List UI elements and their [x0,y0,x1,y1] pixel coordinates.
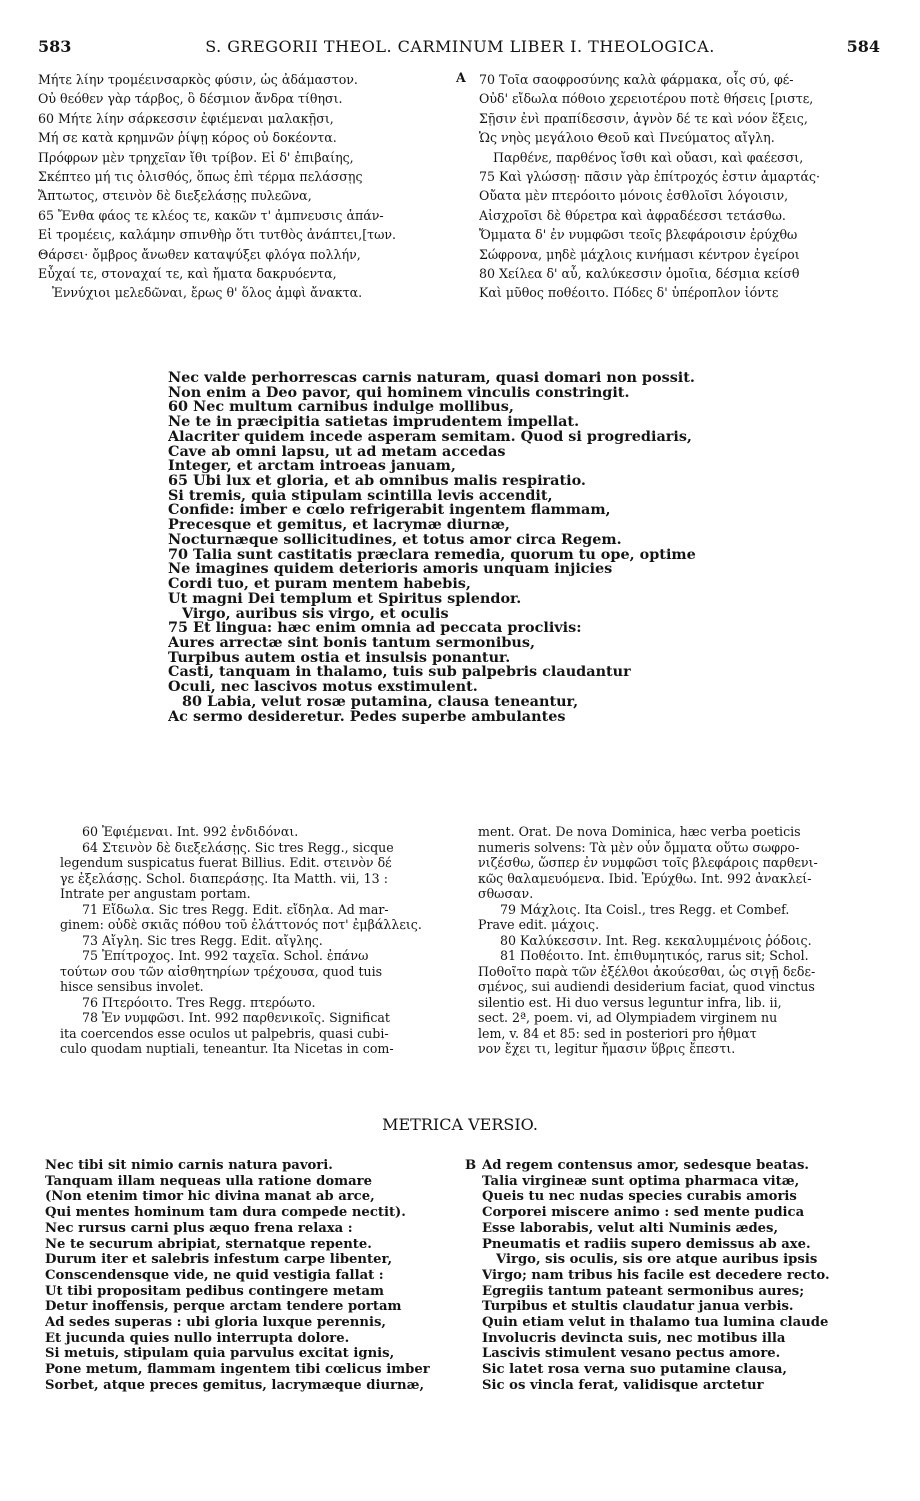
greek-verse-line: Καὶ μῦθος ποθέοιτο. Πόδες δ' ὑπέροπλον ἰόντε [479,285,779,301]
metrica-verse-line: Turpibus et stultis claudatur janua verbis. [482,1299,794,1315]
note-line: silentio est. Hi duo versus leguntur infra, lib. ii, [478,994,782,1010]
latin-verse-line: Integer, et arctam introeas januam, [168,459,456,475]
greek-verse-line: Σώφρονα, μηδὲ μάχλοις κινήμασι κέντρον ἐγείροι [479,246,800,262]
metrica-verse-line: Queis tu nec nudas species curabis amoris [482,1189,797,1205]
latin-translation [168,371,758,724]
metrica-verse-line: Si metuis, stipulam quia parvulus excitat ignis, [45,1346,395,1362]
metrica-right-column [482,1158,902,1394]
greek-verse-line: Ὄμματα δ' ἐν νυμφῶσι τεοῖς βλεφάροισιν ἐρύχθω [479,227,798,243]
greek-verse-line: 75 Καὶ γλώσσῃ· πᾶσιν γὰρ ἐπίτροχός ἐστιν ἁμαρτάς· [479,169,821,185]
latin-verse-line: 75 Et lingua: hæc enim omnia ad peccata proclivis: [168,621,582,636]
note-line: τούτων σου τῶν αἰσθητηρίων τρέχουσα, quod tuis [60,963,383,979]
note-line: κῶς θαλαμευόμενα. Ibid. Ἐρύχθω. Int. 992 ἀνακλεί- [478,870,812,886]
latin-verse-line: 80 Labia, velut rosæ putamina, clausa teneantur, [182,694,579,710]
latin-verse-line: Virgo, auribus sis virgo, et oculis [182,606,449,622]
greek-verse-line: Πρόφρων μὲν τρηχεῖαν ἴθι τρίβον. Εἰ δ' ἐπιβαίης, [38,149,354,165]
column-marker-a: A [456,70,466,85]
note-line: 60 Ἐφιέμεναι. Int. 992 ἐνδιδόναι. [82,824,299,839]
greek-verse-line: Εὖχαί τε, στοναχαί τε, καὶ ἤματα δακρυόεντα, [38,266,337,282]
note-line: ita coercendos esse oculos ut palpebris, quasi cubi- [60,1025,389,1041]
greek-verse-line: Οὔατα μὲν πτερόοιτο μόνοις ἐσθλοῖσι λόγοισιν, [479,188,789,204]
note-line: ginem: οὐδὲ σκιᾶς πόθου τοῦ ἐλάττονός ποτ' ἐμβάλλεις. [60,917,422,932]
metrica-verse-line: (Non etenim timor hic divina manat ab arce, [45,1189,375,1205]
metrica-verse-line: Ut tibi propositam pedibus contingere metam [45,1283,384,1299]
latin-verse-line: Confide: imber e cœlo refrigerabit ingentem flammam, [168,503,611,519]
greek-verse-line: Θάρσει· ὄμβρος ἄνωθεν καταψύξει φλόγα πολλήν, [38,246,361,262]
metrica-verse-line: Et jucunda quies nullo interrupta dolore. [45,1330,350,1346]
note-line: 73 Αἴγλη. Sic tres Regg. Edit. αἴγλης. [82,932,323,948]
note-line: 71 Εἴδωλα. Sic tres Regg. Edit. εἴδηλα. Ad mar- [82,901,389,917]
metrica-verse-line: Ad sedes superas : ubi gloria luxque perennis, [45,1315,387,1331]
greek-verse-line: Ἄπτωτος, στεινὸν δὲ διεξελάσῃς πυλεῶνα, [38,188,312,204]
metrica-verse-line: Pneumatis et radiis supero demissus ab axe. [482,1236,811,1252]
latin-verse-line: Cave ab omni lapsu, ut ad metam accedas [168,444,506,460]
latin-verse-line: Ut magni Dei templum et Spiritus splendor. [168,591,522,607]
note-line: 64 Στεινὸν δὲ διεξελάσῃς. Sic tres Regg., sicque [82,839,394,855]
latin-verse-line: Aures arrectæ sint bonis tantum sermonibus, [168,635,535,651]
notes-right-column [478,824,893,1057]
metrica-verse-line: Sic latet rosa verna suo putamine clausa, [482,1362,788,1378]
greek-verse-line: Ὡς νηὸς μεγάλοιο Θεοῦ καὶ Πνεύματος αἴγλη. [479,130,775,146]
left-page-number: 583 [38,37,72,56]
latin-verse-line: Turpibus autem ostia et insulsis ponantur. [168,650,511,666]
greek-text-right-column [479,70,889,303]
note-line: 79 Μάχλοις. Ita Coisl., tres Regg. et Combef. [500,901,790,917]
greek-verse-line: 70 Τοῖα σαοφροσύνης καλὰ φάρμακα, οἷς σύ, φέ- [479,72,794,87]
greek-verse-line: Αἰσχροῖσι δὲ θύρετρα καὶ ἀφραδέεσσι τετάσθω. [479,207,786,223]
latin-verse-line: 65 Ubi lux et gloria, et ab omnibus malis respiratio. [168,474,586,489]
note-line: νον ἔχει τι, legitur ἤμασιν ὕβρις ἔπεστι. [478,1041,736,1056]
note-line: 75 Ἐπίτροχος. Int. 992 ταχεῖα. Schol. ἐπάνω [82,948,369,963]
greek-verse-line: Μήτε λίην τρομέεινσαρκὸς φύσιν, ὡς ἀδάμαστον. [38,72,358,87]
greek-verse-line: Σκέπτεο μή τις ὀλισθός, ὅπως ἐπὶ τέρμα πελάσσῃς [38,169,363,185]
note-line: hisce sensibus involet. [60,979,204,994]
note-line: Prave edit. μάχοις. [478,917,600,932]
note-line: 80 Καλύκεσσιν. Int. Reg. κεκαλυμμένοις ῥόδοις. [500,932,812,948]
metrica-verse-line: Egregiis tantum pateant sermonibus aures; [482,1283,805,1299]
note-line: Ποθοῖτο παρὰ τῶν ἐξέλθοι ἀκούεσθαι, ὡς σιγῇ δεδε- [478,963,816,979]
metrica-verse-line: Durum iter et salebris infestum carpe libenter, [45,1252,393,1268]
metrica-versio-heading: METRICA VERSIO. [382,1115,538,1134]
latin-verse-line: 60 Nec multum carnibus indulge mollibus, [168,400,514,416]
metrica-verse-line: Nec tibi sit nimio carnis natura pavori. [45,1158,333,1173]
note-line: γε ἐξελάσῃς. Schol. διαπεράσῃς. Ita Matth. vii, 13 : [60,870,388,886]
metrica-verse-line: Detur inoffensis, perque arctam tendere portam [45,1299,402,1315]
metrica-verse-line: Virgo, sis oculis, sis ore atque auribus ipsis [496,1252,818,1268]
column-marker-b: B [465,1158,477,1173]
greek-verse-line: Παρθένε, παρθένος ἴσθι καὶ οὔασι, καὶ φαέεσσι, [493,149,804,165]
latin-verse-line: Ne imagines quidem deterioris amoris unquam injicies [168,562,613,578]
metrica-verse-line: Talia virgineæ sunt optima pharmaca vitæ, [482,1173,800,1189]
latin-verse-line: 70 Talia sunt castitatis præclara remedia, quorum tu ope, optime [168,547,696,563]
latin-verse-line: Cordi tuo, et puram mentem habebis, [168,577,471,592]
note-line: Intrate per angustam portam. [60,886,251,901]
greek-verse-line: Ἐννύχιοι μελεδῶναι, ἔρως θ' ὅλος ἀμφὶ ἄνακτα. [52,285,363,301]
greek-text-left-column [38,70,454,303]
note-line: σθωσαν. [478,886,534,901]
greek-verse-line: Εἰ τρομέεις, καλάμην σπινθὴρ ὅτι τυτθὸς ἀνάπτει,[των. [38,227,397,243]
greek-verse-line: 60 Μήτε λίην σάρκεσσιν ἐφιέμεναι μαλακῇσι, [38,110,334,126]
greek-verse-line: Οὐδ' εἴδωλα πόθοιο χερειοτέρου ποτὲ θήσεις [ριστε, [479,91,814,107]
note-line: legendum suspicatus fuerat Billius. Edit. στεινὸν δέ [60,855,392,870]
latin-verse-line: Precesque et gemitus, et lacrymæ diurnæ, [168,518,510,533]
metrica-verse-line: Qui mentes hominum tam dura compede nectit). [45,1205,406,1221]
latin-verse-line: Si tremis, quia stipulam scintilla levis accendit, [168,488,553,504]
metrica-verse-line: Sorbet, atque preces gemitus, lacrymæque diurnæ, [45,1377,425,1393]
metrica-left-column [45,1158,455,1394]
note-line: numeris solvens: Τὰ μὲν οὖν ὄμματα οὕτω σωφρο- [478,839,800,855]
greek-verse-line: Μή σε κατὰ κρημνῶν ῥίψῃ κόρος οὐ δοκέοντα. [38,130,337,146]
metrica-verse-line: Nec rursus carni plus æquo frena relaxa : [45,1220,353,1236]
metrica-verse-line: Conscendensque vide, ne quid vestigia fallat : [45,1267,384,1283]
latin-verse-line: Casti, tanquam in thalamo, tuis sub palpebris claudantur [168,665,631,681]
metrica-verse-line: Ne te securum abripiat, sternatque repente. [45,1236,372,1252]
notes-left-column [60,824,460,1057]
metrica-verse-line: Sic os vincla ferat, validisque arctetur [482,1377,764,1393]
metrica-verse-line: Ad regem contensus amor, sedesque beatas. [482,1158,809,1173]
note-line: sect. 2ª, poem. vi, ad Olympiadem virginem nu [478,1010,778,1025]
note-line: 81 Ποθέοιτο. Int. ἐπιθυμητικός, rarus sit; Schol. [500,948,809,963]
metrica-verse-line: Tanquam illam nequeas ulla ratione domare [45,1173,372,1189]
latin-verse-line: Ac sermo desideretur. Pedes superbe ambulantes [168,709,566,725]
running-title: S. GREGORII THEOL. CARMINUM LIBER I. THEOLOGICA. [205,37,715,56]
note-line: σμένος, sui audiendi desiderium faciat, quod vinctus [478,979,815,994]
metrica-verse-line: Esse laborabis, velut alti Numinis ædes, [482,1220,779,1236]
metrica-verse-line: Involucris devincta suis, nec motibus illa [482,1330,786,1346]
latin-verse-line: Oculi, nec lascivos motus exstimulent. [168,680,478,695]
right-page-number: 584 [846,37,880,56]
greek-verse-line: 80 Χείλεα δ' αὖ, καλύκεσσιν ὁμοῖια, δέσμια κείσθ [479,266,800,282]
greek-verse-line: Σῇσιν ἐνὶ πραπίδεσσιν, ἁγνὸν δέ τε καὶ νόον ἕξεις, [479,110,808,126]
metrica-verse-line: Pone metum, flammam ingentem tibi cœlicus imber [45,1362,430,1378]
metrica-verse-line: Lascivis stimulent vesano pectus amore. [482,1346,781,1362]
latin-verse-line: Nocturnæque sollicitudines, et totus amor circa Regem. [168,532,622,548]
metrica-verse-line: Corporei miscere animo : sed mente pudica [482,1205,805,1221]
note-line: culo quodam nuptiali, teneantur. Ita Nicetas in com- [60,1041,394,1056]
note-line: νιζέσθω, ὥσπερ ἐν νυμφῶσι τοῖς βλεφάροις παρθενι- [478,855,818,870]
note-line: 76 Πτερόοιτο. Tres Regg. πτερόωτο. [82,994,316,1010]
latin-verse-line: Ne te in præcipitia satietas imprudentem impellat. [168,415,580,430]
greek-verse-line: Οὐ θεόθεν γὰρ τάρβος, ὃ δέσμιον ἄνδρα τίθησι. [38,91,343,107]
metrica-verse-line: Quin etiam velut in thalamo tua lumina claude [482,1315,829,1331]
greek-verse-line: 65 Ἔνθα φάος τε κλέος τε, κακῶν τ' ἀμπνευσις ἁπάν- [38,207,384,223]
latin-verse-line: Nec valde perhorrescas carnis naturam, quasi domari non possit. [168,371,695,386]
latin-verse-line: Alacriter quidem incede asperam semitam. Quod si progrediaris, [168,429,692,445]
note-line: 78 Ἐν νυμφῶσι. Int. 992 παρθενικοῖς. Significat [82,1010,390,1025]
note-line: lem, v. 84 et 85: sed in posteriori pro ἦθματ [478,1025,757,1041]
metrica-verse-line: Virgo; nam tribus his facile est decedere recto. [482,1267,830,1283]
note-line: ment. Orat. De nova Dominica, hæc verba poeticis [478,824,801,839]
latin-verse-line: Non enim a Deo pavor, qui hominem vinculis constringit. [168,385,630,401]
